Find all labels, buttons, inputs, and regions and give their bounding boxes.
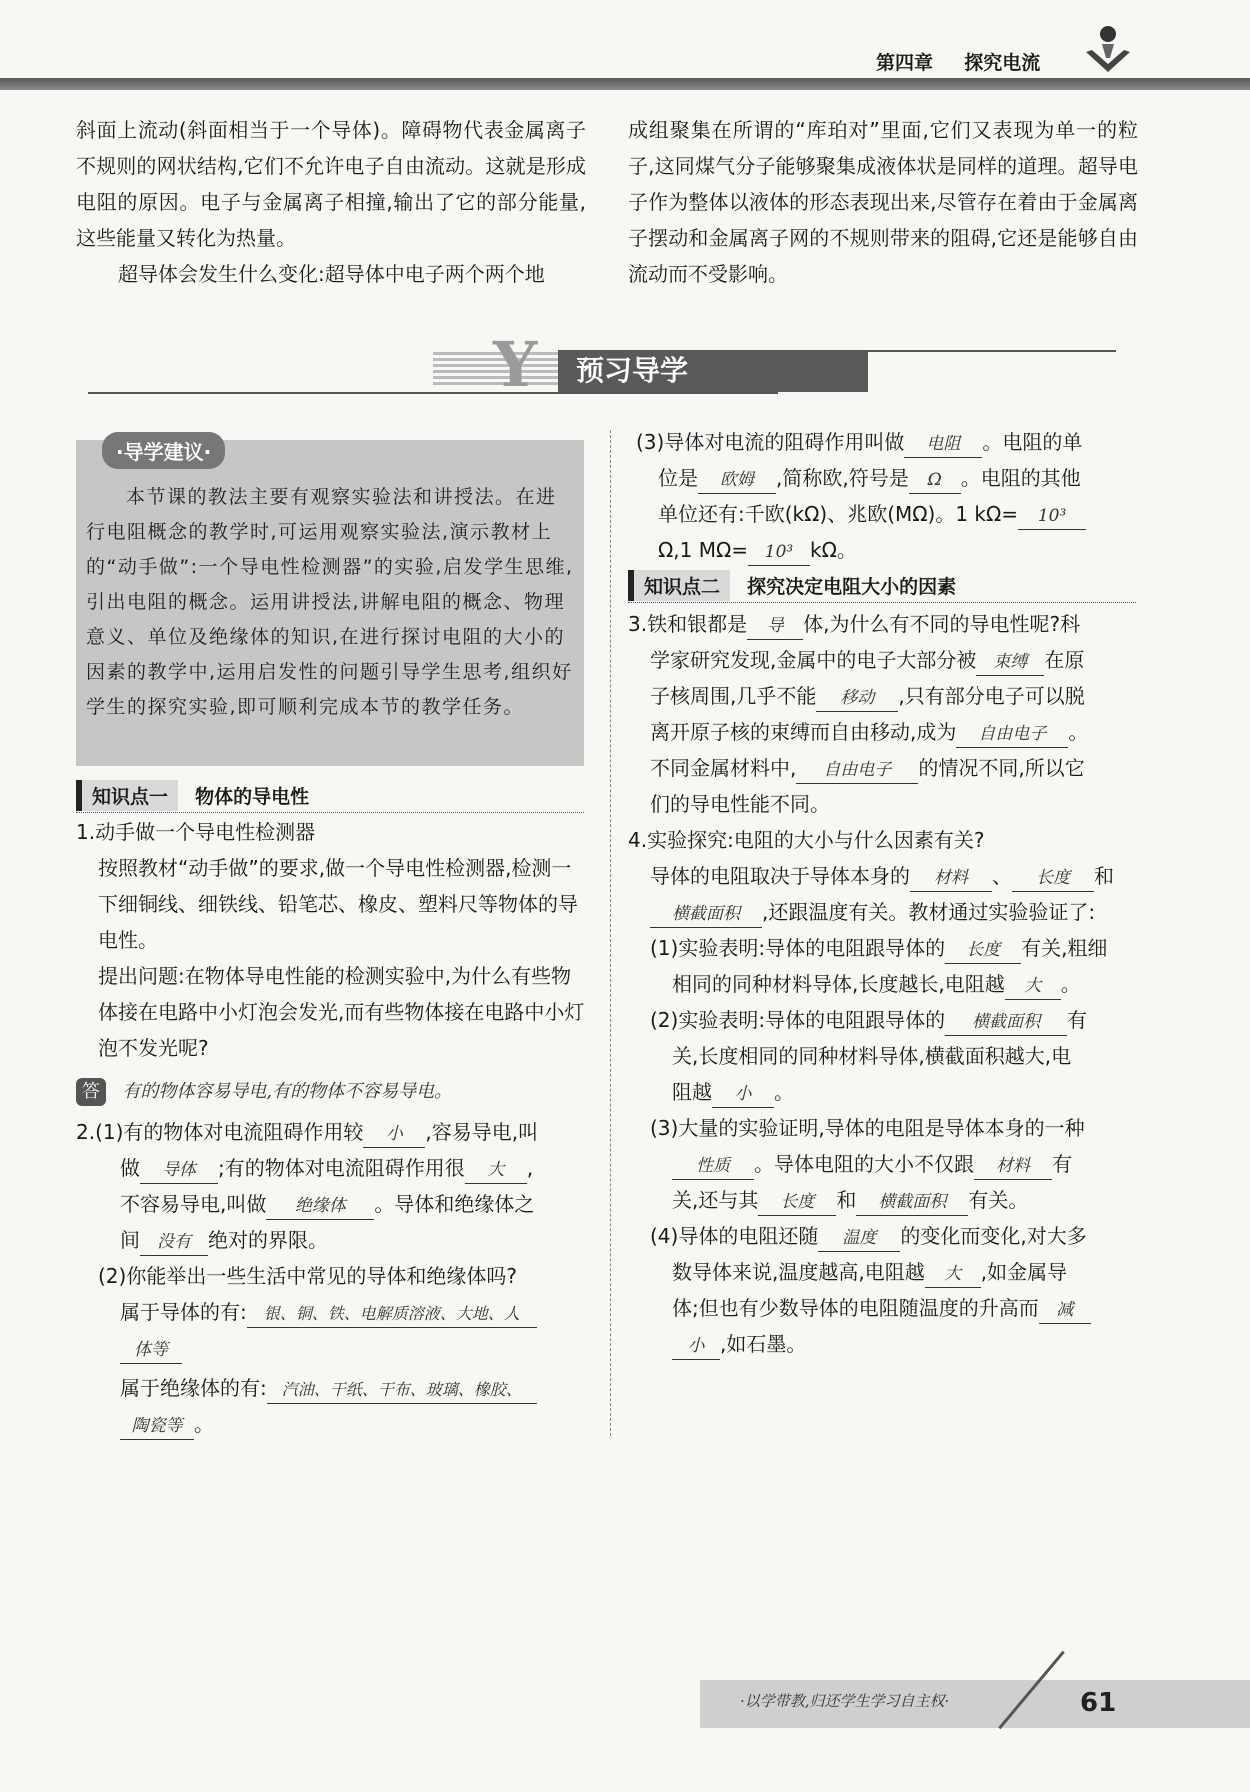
q4-text: 数导体来说,温度越高,电阻越 <box>672 1260 925 1284</box>
guide-box <box>76 440 584 766</box>
q2a-text: ,容易导电,叫 <box>425 1120 539 1144</box>
q3-line2 <box>628 642 1144 678</box>
units-text: (3)导体对电流的阻碍作用叫做 <box>636 430 905 454</box>
blank-length-3: 长度 <box>758 1189 836 1216</box>
answer-badge: 答 <box>76 1078 106 1106</box>
page-number: 61 <box>1080 1688 1117 1718</box>
kp1-body <box>76 814 588 1442</box>
q3-text: 体,为什么有不同的导电性呢?科 <box>803 612 1081 636</box>
q2a-line1 <box>76 1114 588 1150</box>
units-text: Ω,1 MΩ= <box>658 538 749 562</box>
q4-text: 有关。 <box>968 1188 1029 1212</box>
chapter-title: 探究电流 <box>964 52 1041 74</box>
units-text: kΩ。 <box>810 538 857 562</box>
q2b-title: (2)你能举出一些生活中常见的导体和绝缘体吗? <box>98 1264 517 1288</box>
q4-s1-line1 <box>628 930 1144 966</box>
kp2-header <box>628 570 1136 603</box>
blank-insulator: 绝缘体 <box>266 1193 374 1220</box>
q4-text: ,如金属导 <box>980 1260 1068 1284</box>
conductor-answer: 银、铜、铁、电解质溶液、大地、人 <box>247 1301 537 1328</box>
q4-text: (2)实验表明:导体的电阻跟导体的 <box>650 1008 946 1032</box>
units-line4 <box>636 532 1148 568</box>
conductor-examples <box>76 1294 588 1330</box>
q2a-text: 绝对的界限。 <box>208 1228 328 1252</box>
section-banner <box>88 328 1118 401</box>
q4-text: 关,还与其 <box>672 1188 759 1212</box>
blank-none: 没有 <box>140 1229 208 1256</box>
q2a-text: 做 <box>120 1156 140 1180</box>
blank-conductor: 导体 <box>140 1157 218 1184</box>
q4-text: 有关,粗细 <box>1021 936 1108 960</box>
units-text: 。电阻的单 <box>982 430 1083 454</box>
q3-line5 <box>628 750 1144 786</box>
right-q3-units <box>636 424 1148 568</box>
blank-area-2: 横截面积 <box>945 1009 1067 1036</box>
q3-text: 不同金属材料中, <box>650 756 797 780</box>
conductor-answer-2: 体等 <box>120 1337 182 1364</box>
top-left-paragraph <box>76 112 586 292</box>
q4-s2-line1 <box>628 1002 1144 1038</box>
blank-material-2: 材料 <box>974 1153 1052 1180</box>
kp2-title: 探究决定电阻大小的因素 <box>747 576 957 598</box>
blank-material: 材料 <box>910 865 992 892</box>
banner-left-line <box>88 392 778 394</box>
units-text: ,简称欧,符号是 <box>776 466 909 490</box>
top-left-text: 斜面上流动(斜面相当于一个导体)。障碍物代表金属离子不规则的网状结构,它们不允许电子自由流动。这就是形成电阻的原因。电子与金属离子相撞,输出了它的部分能量,这些能量又转化为热量。 <box>76 118 586 250</box>
q3-line6: 们的导电性能不同。 <box>650 792 830 816</box>
blank-large: 大 <box>465 1157 527 1184</box>
units-text: 单位还有:千欧(kΩ)、兆欧(MΩ)。1 kΩ= <box>658 502 1019 526</box>
kp1-tag: 知识点一 <box>76 780 178 811</box>
blank-guide: 导 <box>747 613 803 640</box>
q3-line1 <box>628 606 1144 642</box>
insulator-label: 属于绝缘体的有: <box>120 1376 267 1400</box>
top-right-text: 成组聚集在所谓的“库珀对”里面,它们又表现为单一的粒子,这同煤气分子能够聚集成液体状是同样的道理。超导电子作为整体以液体的形态表现出来,尽管存在着由于金属离子摆动和金属离子网的不规则带来的阻碍,它还是能够自由流动而不受影响。 <box>628 118 1138 286</box>
blank-area: 横截面积 <box>650 901 762 928</box>
blank-length: 长度 <box>1012 865 1094 892</box>
q4-text: 的变化而变化,对大多 <box>900 1224 1087 1248</box>
blank-resistance: 电阻 <box>904 431 982 458</box>
blank-small: 小 <box>363 1121 425 1148</box>
guide-title: ·导学建议· <box>102 432 225 469</box>
q1-text: 按照教材“动手做”的要求,做一个导电性检测器,检测一下细铜线、细铁线、铅笔芯、橡皮、塑料尺等物体的导电性。 <box>98 856 578 952</box>
blank-move: 移动 <box>816 685 898 712</box>
q4-text: (1)实验表明:导体的电阻跟导体的 <box>650 936 946 960</box>
q4-text: ,还跟温度有关。教材通过实验验证了: <box>762 900 1096 924</box>
q4-s4-line3 <box>628 1290 1144 1326</box>
blank-big: 大 <box>1005 973 1061 1000</box>
q2a-line3 <box>76 1186 588 1222</box>
column-divider <box>610 430 611 1436</box>
top-left-text-2: 超导体会发生什么变化:超导体中电子两个两个地 <box>118 262 545 286</box>
q4-s2-line3 <box>628 1074 1144 1110</box>
q3-text: 子核周围,几乎不能 <box>650 684 817 708</box>
q4-s3-line1: (3)大量的实验证明,导体的电阻是导体本身的一种 <box>650 1116 1085 1140</box>
blank-small-2: 小 <box>712 1081 774 1108</box>
q3-line4 <box>628 714 1144 750</box>
q4-text: 。 <box>774 1080 794 1104</box>
banner-title: 预习导学 <box>558 350 868 392</box>
q4-s3-line3 <box>628 1182 1144 1218</box>
chapter-header <box>876 48 1040 75</box>
units-text: 位是 <box>658 466 698 490</box>
q4-s4-line1 <box>628 1218 1144 1254</box>
q4-text: ,如石墨。 <box>720 1332 807 1356</box>
insulator-answer-2: 陶瓷等 <box>120 1413 194 1440</box>
q4-text: 导体的电阻取决于导体本身的 <box>650 864 910 888</box>
q2a-text: 。导体和绝缘体之 <box>374 1192 535 1216</box>
q4-text: 体;但也有少数导体的电阻随温度的升高而 <box>672 1296 1039 1320</box>
reader-logo-icon <box>1080 22 1136 82</box>
q4-text: 有 <box>1067 1008 1088 1032</box>
blank-decrease-2: 小 <box>672 1333 720 1360</box>
units-line3 <box>636 496 1148 532</box>
q4-line1 <box>628 858 1144 894</box>
q3-line3 <box>628 678 1144 714</box>
q3-text: 3.铁和银都是 <box>628 612 748 636</box>
q4-s4-line2 <box>628 1254 1144 1290</box>
q4-text: 阻越 <box>672 1080 712 1104</box>
q4-text: 和 <box>836 1188 857 1212</box>
q2a-text: ;有的物体对电流阻碍作用很 <box>218 1156 465 1180</box>
q4-line2 <box>628 894 1144 930</box>
chapter-number: 第四章 <box>876 52 934 74</box>
blank-temperature: 温度 <box>818 1225 900 1252</box>
conductor-examples-2 <box>76 1330 588 1366</box>
footer-slogan: ·以学带教,归还学生学习自主权· <box>740 1692 950 1710</box>
insulator-examples <box>76 1370 588 1406</box>
units-line1 <box>636 424 1148 460</box>
insulator-examples-2 <box>76 1406 588 1442</box>
units-text: 。电阻的其他 <box>960 466 1081 490</box>
blank-area-3: 横截面积 <box>856 1189 968 1216</box>
period: 。 <box>194 1412 214 1436</box>
q2a-text: , <box>526 1156 534 1180</box>
blank-mega: 10³ <box>748 539 810 566</box>
q2a-text: 2.(1)有的物体对电流阻碍作用较 <box>76 1120 364 1144</box>
q3-text: ,只有部分电子可以脱 <box>898 684 1085 708</box>
q2a-line4 <box>76 1222 588 1258</box>
q2a-text: 不容易导电,叫做 <box>120 1192 267 1216</box>
q4-s4-line4 <box>628 1326 1144 1362</box>
q3-text: 在原 <box>1044 648 1085 672</box>
blank-ohm: 欧姆 <box>698 467 776 494</box>
q4-s1-line2 <box>628 966 1144 1002</box>
banner-letter: Y <box>493 328 538 401</box>
q4-text: 。导体电阻的大小不仅跟 <box>754 1152 974 1176</box>
guide-text: 本节课的教法主要有观察实验法和讲授法。在进行电阻概念的教学时,可运用观察实验法,演示教材上的“动手做”:一个导电性检测器”的实验,启发学生思维,引出电阻的概念。运用讲授法,讲解电阻的概念、物理意义、单位及绝缘体的知识,在进行探讨电阻的大小的因素的教学中,运用启发性的问题引导学生思考,组织好学生的探究实验,即可顺利完成本节的教学任务。 <box>86 486 574 718</box>
answer-row <box>76 1072 588 1110</box>
q4-text: 有 <box>1052 1152 1072 1176</box>
q4-s3-line2 <box>628 1146 1144 1182</box>
kp1-title: 物体的导电性 <box>195 786 310 808</box>
q2a-text: 间 <box>120 1228 140 1252</box>
q4-s2-line2: 关,长度相同的同种材料导体,横截面积越大,电 <box>672 1044 1072 1068</box>
insulator-answer: 汽油、干纸、干布、玻璃、橡胶、 <box>267 1377 537 1404</box>
q4-text: 。 <box>1060 972 1081 996</box>
blank-free-electron-2: 自由电子 <box>796 757 918 784</box>
q2a-line2 <box>76 1150 588 1186</box>
q3-text: 学家研究发现,金属中的电子大部分被 <box>650 648 977 672</box>
blank-bound: 束缚 <box>976 649 1044 676</box>
blank-free-electron: 自由电子 <box>956 721 1068 748</box>
blank-symbol: Ω <box>909 467 961 494</box>
q4-text: (4)导体的电阻还随 <box>650 1224 819 1248</box>
q4-title: 4.实验探究:电阻的大小与什么因素有关? <box>628 828 985 852</box>
q4-text: 相同的同种材料导体,长度越长,电阻越 <box>672 972 1005 996</box>
units-line2 <box>636 460 1148 496</box>
q1-title: 1.动手做一个导电性检测器 <box>76 820 316 844</box>
q3-text: 的情况不同,所以它 <box>918 756 1085 780</box>
header-bar <box>0 78 1250 90</box>
q4-text: 和 <box>1094 864 1114 888</box>
blank-decrease: 减 <box>1039 1297 1091 1324</box>
blank-kilo: 10³ <box>1018 503 1086 530</box>
q1-question: 提出问题:在物体导电性能的检测实验中,为什么有些物体接在电路中小灯泡会发光,而有些物体接在电路中小灯泡不发光呢? <box>98 964 585 1060</box>
kp2-tag: 知识点二 <box>628 570 730 601</box>
kp2-body <box>628 606 1144 1362</box>
blank-big-2: 大 <box>925 1261 981 1288</box>
conductor-label: 属于导体的有: <box>120 1300 247 1324</box>
blank-property: 性质 <box>672 1153 754 1180</box>
blank-length-2: 长度 <box>945 937 1021 964</box>
q3-text: 离开原子核的束缚而自由移动,成为 <box>650 720 957 744</box>
answer-text: 有的物体容易导电,有的物体不容易导电。 <box>122 1081 453 1102</box>
q3-text: 。 <box>1068 720 1089 744</box>
q4-text: 、 <box>992 864 1012 888</box>
kp1-header <box>76 780 584 813</box>
top-right-paragraph <box>628 112 1138 292</box>
